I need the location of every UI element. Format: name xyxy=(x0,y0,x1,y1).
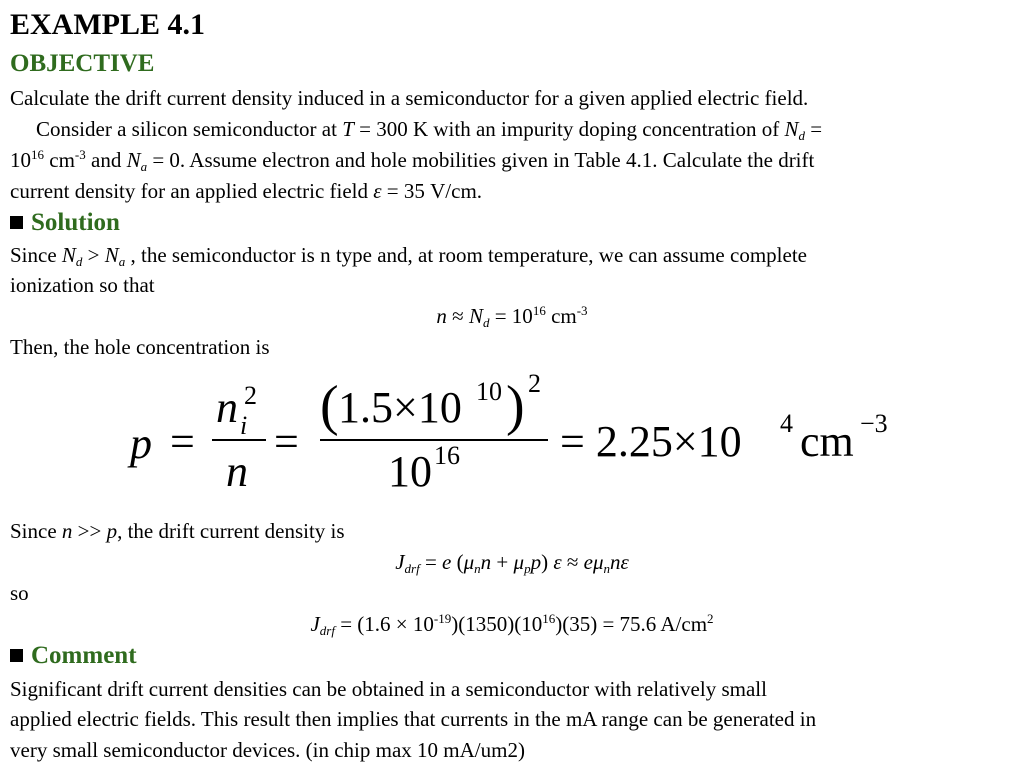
hole-concentration-equation xyxy=(120,360,920,510)
eq-paren-square: 2 xyxy=(528,369,541,398)
comment-line-2: applied electric fields. This result then implies that currents in the mA range can be generated in xyxy=(10,707,817,731)
problem-line-1: Consider a silicon semiconductor at T = 300 K with an impurity doping concentration of $N_d$ = xyxy=(36,117,823,143)
eq-open-paren: ( xyxy=(320,375,339,437)
solution-so: so xyxy=(10,581,29,605)
solution-line-1: Since $N_d > N_a$ , the semiconductor is n type and, at room temperature, we can assume complete xyxy=(10,243,807,269)
equation-n: $n \approx N_d = 10^{16}$ $cm^{-3}$ xyxy=(436,303,588,330)
comment-line-1: Significant drift current densities can be obtained in a semiconductor with relatively small xyxy=(10,677,767,701)
objective-heading: OBJECTIVE xyxy=(10,50,155,77)
eq-denominator-exp: 16 xyxy=(434,441,460,470)
comment-heading: Comment xyxy=(10,642,137,670)
square-bullet-icon xyxy=(10,216,23,229)
objective-text: Calculate the drift current density induced in a semiconductor for a given applied electric field. xyxy=(10,86,809,110)
square-bullet-icon xyxy=(10,649,23,662)
eq-result: = 2.25×10 xyxy=(560,417,742,466)
equation-drift-current: $J_{drf} = e$ $(\mu_nn + \mu_pp) \varepsilon \approx e\mu_nn\varepsilon$ xyxy=(395,550,629,576)
eq-i-sub: i xyxy=(240,411,248,440)
solution-heading: Solution xyxy=(10,209,120,237)
comment-line-3: very small semiconductor devices. (in chip max 10 mA/um2) xyxy=(10,738,525,762)
eq-ni-square: 2 xyxy=(244,381,257,410)
solution-line-4: Since n >> p, the drift current density is xyxy=(10,519,345,543)
eq-close-paren: ) xyxy=(506,375,525,437)
eq-n-den: n xyxy=(226,447,248,496)
page-title: EXAMPLE 4.1 xyxy=(10,8,205,41)
problem-line-3: current density for an applied electric field ε = 35 V/cm. xyxy=(10,179,483,203)
eq-equals-2: = xyxy=(274,417,299,466)
equation-drift-result: $J_{drf} = (1.6 \times 10^{-19})(1350)(10^{16})(35) = 75.6$ $A/cm^2$ xyxy=(310,611,714,638)
problem-line-2: $10^{16}$ $cm^{-3}$ and $N_a = 0$. Assume electron and hole mobilities given in Table 4.1. Calculate the drift xyxy=(10,147,815,174)
eq-denominator: 10 xyxy=(388,447,432,496)
eq-unit-exp: −3 xyxy=(860,409,888,438)
eq-ni: n xyxy=(216,383,238,432)
eq-result-exp: 4 xyxy=(780,409,793,438)
eq-p: p xyxy=(130,419,152,468)
eq-unit: cm xyxy=(800,417,854,466)
eq-equals-1: = xyxy=(170,417,195,466)
eq-numerator-exp: 10 xyxy=(476,377,502,406)
solution-line-3: Then, the hole concentration is xyxy=(10,335,270,359)
solution-line-2: ionization so that xyxy=(10,273,155,297)
eq-numerator: 1.5×10 xyxy=(338,383,462,432)
